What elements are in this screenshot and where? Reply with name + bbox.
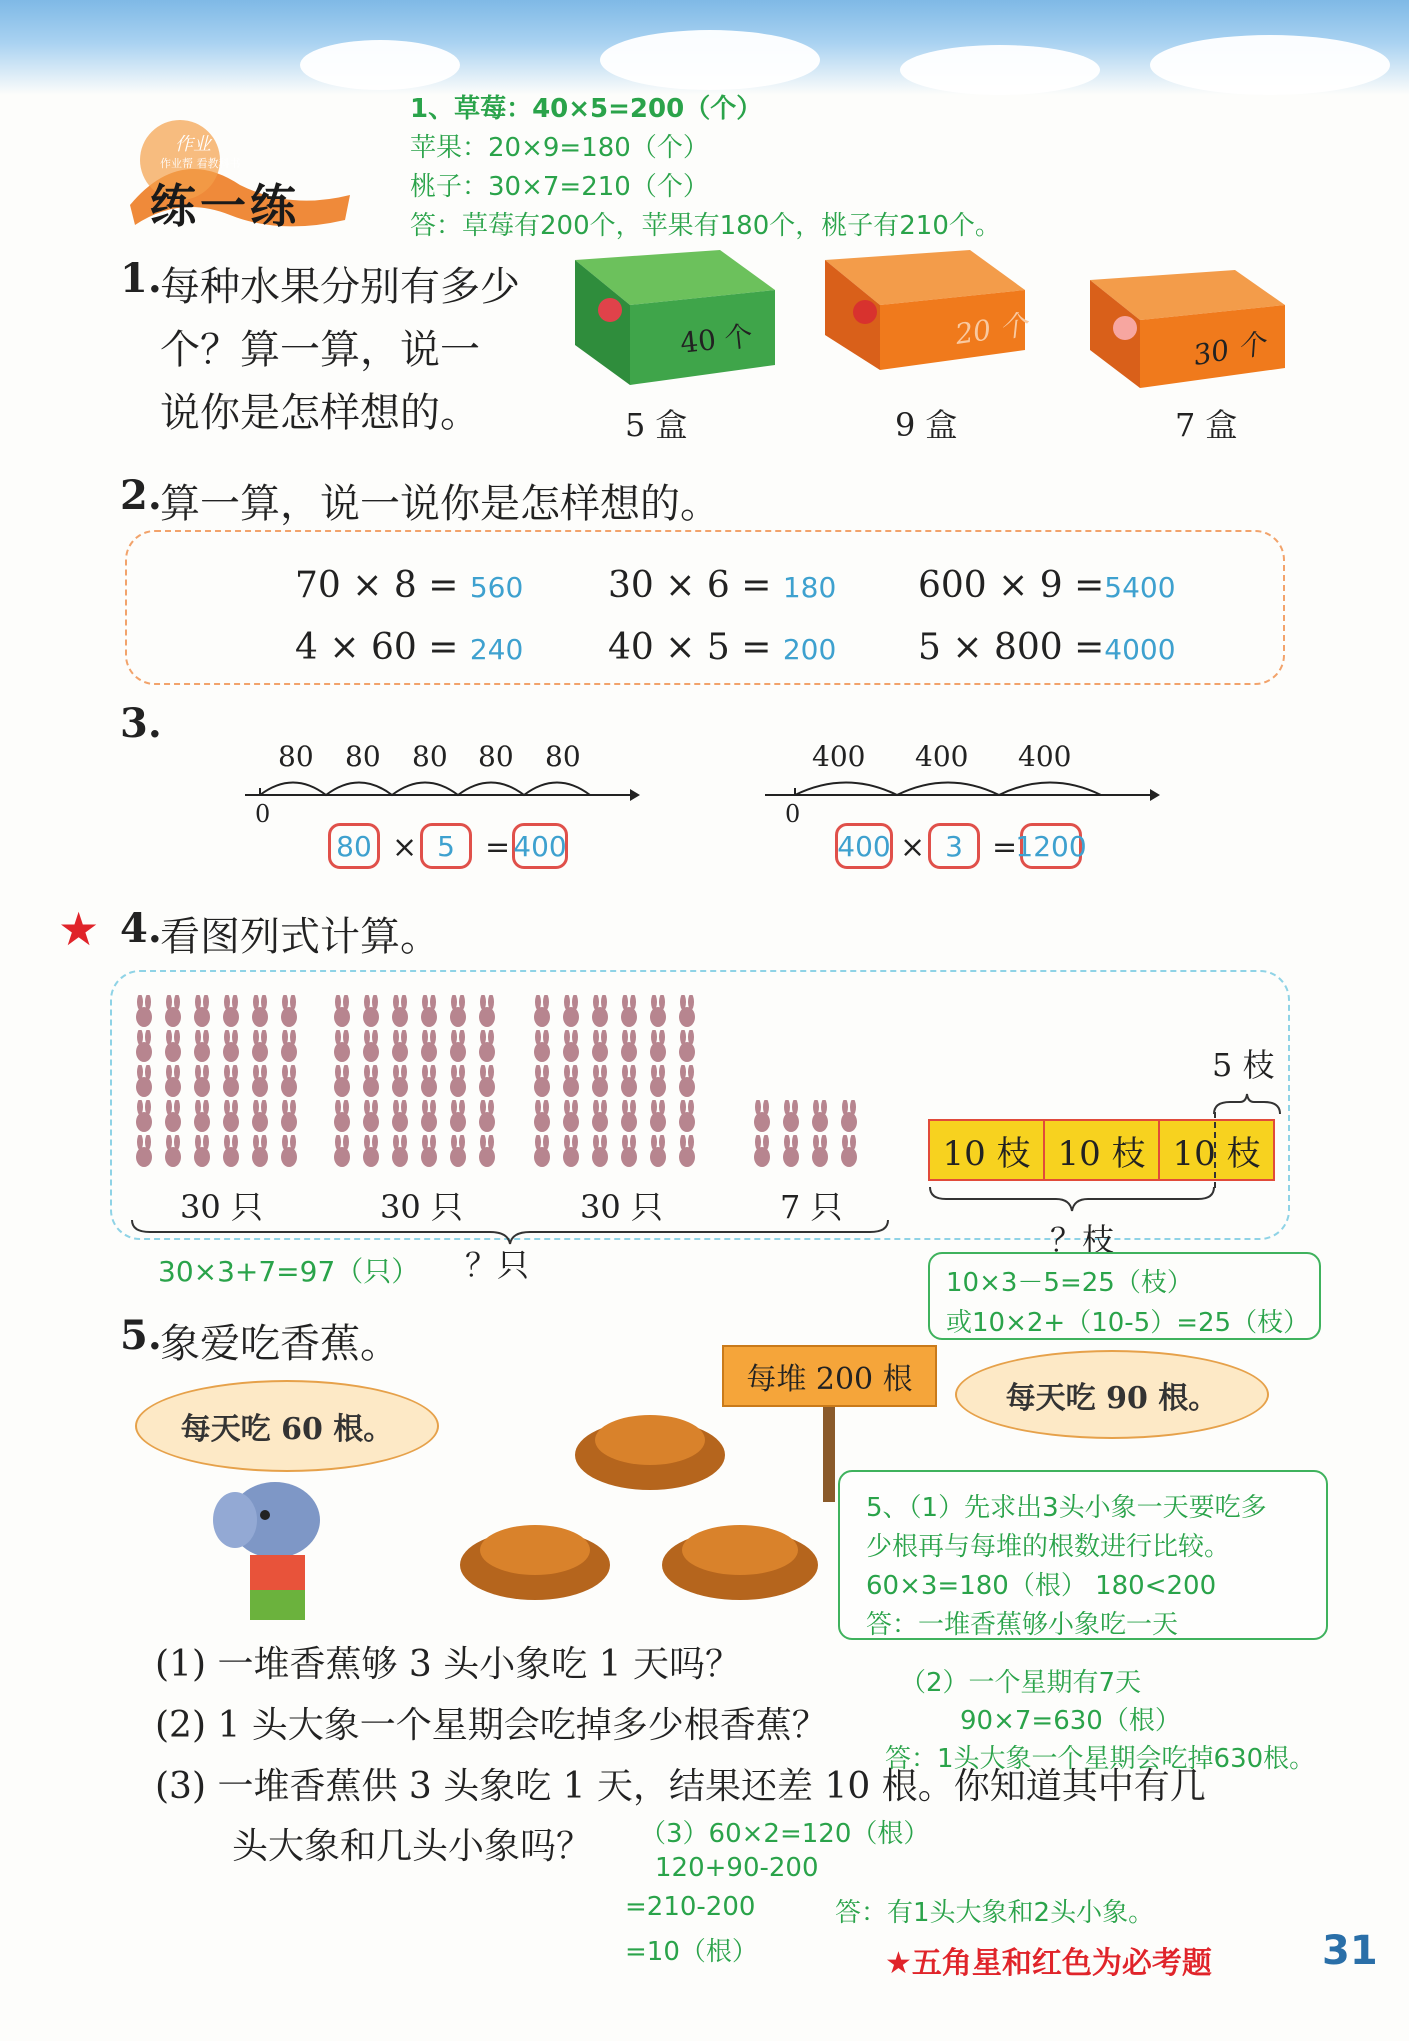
pencil-brace-icon — [928, 1185, 1218, 1215]
q5-sub1: (1) 一堆香蕉够 3 头小象吃 1 天吗？ — [155, 1644, 742, 1685]
answer1-line2: 苹果：20×9=180（个） — [410, 133, 709, 163]
pencil-answer-1: 10×3－5=25（枝） — [946, 1268, 1193, 1298]
q5-answer-line1: 5、（1）先求出3头小象一天要吃多 — [866, 1493, 1267, 1523]
bubble-right: 每天吃 90 根。 — [955, 1350, 1269, 1439]
fruit-box-strawberry — [570, 250, 780, 390]
apple-box-qty: 9 盒 — [895, 406, 958, 444]
q5-ans2b: 90×7=630（根） — [960, 1706, 1181, 1736]
elephant-icon — [195, 1470, 355, 1630]
q2-item-4: 4 × 60 = 240 — [295, 627, 524, 668]
q2-number: 2. — [120, 472, 162, 519]
rabbit-answer: 30×3+7=97（只） — [158, 1255, 420, 1288]
q5-sub3b: 头大象和几头小象吗？ — [232, 1826, 593, 1867]
pencil-answer-2: 或10×2+（10-5）=25（枝） — [946, 1308, 1310, 1338]
left-factor-a: 80 — [328, 823, 380, 869]
q1-line1: 每种水果分别有多少 — [160, 264, 520, 310]
right-factor-b: 3 — [928, 823, 980, 869]
q5-ans3d: =10（根） — [625, 1937, 758, 1967]
peach-box-count: 30 个 — [1190, 326, 1269, 373]
rabbit-group-2 — [328, 995, 503, 1170]
rabbit-count-2: 30 只 — [380, 1188, 463, 1226]
q5-ans2c: 答：1头大象一个星期会吃掉630根。 — [885, 1744, 1316, 1774]
badge-top-text: 作业 — [175, 134, 211, 155]
badge-sub-text: 作业帮 看教科书 — [160, 157, 241, 170]
rabbit-count-3: 30 只 — [580, 1188, 663, 1226]
q2-item-5: 40 × 5 = 200 — [608, 627, 837, 668]
pencil-segment-2: 10 枝 — [1043, 1119, 1160, 1181]
right-jump-2: 400 — [915, 740, 969, 773]
fruit-box-apple — [820, 250, 1030, 390]
q2-item-6: 5 × 800 =4000 — [918, 627, 1176, 668]
q5-answer-line3: 60×3=180（根） 180<200 — [866, 1571, 1217, 1601]
left-jump-2: 80 — [345, 740, 381, 773]
q5-ans3c: =210-200 — [625, 1892, 756, 1922]
rabbit-grid-icon — [528, 995, 703, 1170]
rabbit-grid-icon — [130, 995, 305, 1170]
q5-answer-line2: 少根再与每堆的根数进行比较。 — [866, 1532, 1231, 1562]
q5-sub2: (2) 1 头大象一个星期会吃掉多少根香蕉？ — [155, 1705, 828, 1746]
strawberry-box-count: 40 个 — [678, 319, 755, 360]
q4-text: 看图列式计算。 — [160, 914, 440, 960]
q5-sub3a: (3) 一堆香蕉供 3 头象吃 1 天，结果还差 10 根。你知道其中有几 — [155, 1766, 1206, 1807]
q2-item-2: 30 × 6 = 180 — [608, 565, 837, 606]
q5-ans3a: （3）60×2=120（根） — [640, 1819, 930, 1849]
q4-number: 4. — [120, 905, 162, 952]
sign-post — [823, 1407, 835, 1502]
q5-ans3b: 120+90-200 — [655, 1853, 819, 1883]
sky-banner — [0, 0, 1409, 95]
pencil-segment-3: 10 枝 — [1158, 1119, 1275, 1181]
page-number: 31 — [1322, 1928, 1378, 1974]
extra-brace-icon — [1212, 1092, 1282, 1116]
answer1-line3: 桃子：30×7=210（个） — [410, 172, 709, 202]
answer1-line4: 答：草莓有200个，苹果有180个，桃子有210个。 — [410, 211, 1001, 241]
right-jump-3: 400 — [1018, 740, 1072, 773]
peach-box-qty: 7 盒 — [1175, 406, 1238, 444]
left-result: 400 — [512, 823, 568, 869]
right-eq: = — [992, 830, 1018, 865]
left-times: × — [392, 830, 418, 865]
left-factor-b: 5 — [420, 823, 472, 869]
q2-item-1: 70 × 8 = 560 — [295, 565, 524, 606]
q5-text: 象爱吃香蕉。 — [160, 1321, 400, 1367]
rabbit-count-4: 7 只 — [780, 1188, 843, 1226]
bubble-left: 每天吃 60 根。 — [135, 1380, 439, 1472]
sign-board: 每堆 200 根 — [722, 1345, 937, 1407]
pencil-segment-1: 10 枝 — [928, 1119, 1045, 1181]
page-title: 练一练 — [150, 179, 300, 233]
apple-box-count: 20 个 — [953, 308, 1030, 351]
q4-star-icon: ★ — [58, 902, 100, 956]
rabbit-group-4 — [748, 1100, 864, 1170]
pencil-extra-label: 5 枝 — [1212, 1046, 1275, 1084]
banana-pile-icon — [570, 1395, 730, 1495]
pencil-dash-divider — [1214, 1112, 1216, 1188]
left-jump-4: 80 — [478, 740, 514, 773]
rabbit-group-1 — [130, 995, 305, 1170]
left-eq: = — [485, 830, 511, 865]
q5-number: 5. — [120, 1312, 162, 1359]
strawberry-box-qty: 5 盒 — [625, 406, 688, 444]
q1-line2: 个？算一算，说一 — [160, 327, 480, 373]
left-zero: 0 — [255, 800, 271, 828]
pencil-question: ？枝 — [1050, 1221, 1115, 1259]
q1-line3: 说你是怎样想的。 — [160, 390, 480, 436]
rabbit-count-1: 30 只 — [180, 1188, 263, 1226]
answer1-line1: 1、草莓：40×5=200（个） — [410, 94, 763, 124]
rabbit-group-3 — [528, 995, 703, 1170]
q5-ans3e: 答：有1头大象和2头小象。 — [835, 1898, 1155, 1928]
q1-number: 1. — [120, 255, 162, 302]
rabbit-grid-icon — [328, 995, 503, 1170]
rabbit-grid-icon — [748, 1100, 864, 1170]
banana-pile-icon — [655, 1505, 825, 1605]
rabbit-question: ？只 — [465, 1246, 530, 1284]
q5-answer-line4: 答：一堆香蕉够小象吃一天 — [866, 1610, 1179, 1640]
right-result: 1200 — [1020, 823, 1082, 869]
q5-ans2a: （2）一个星期有7天 — [900, 1668, 1142, 1698]
left-jump-1: 80 — [278, 740, 314, 773]
fruit-box-peach — [1085, 270, 1290, 400]
title-badge — [120, 115, 360, 235]
footer-note: ★五角星和红色为必考题 — [885, 1946, 1212, 1981]
banana-pile-icon — [455, 1505, 615, 1605]
right-factor-a: 400 — [835, 823, 893, 869]
left-jump-5: 80 — [545, 740, 581, 773]
right-jump-1: 400 — [812, 740, 866, 773]
right-zero: 0 — [785, 800, 801, 828]
q2-item-3: 600 × 9 =5400 — [918, 565, 1176, 606]
q3-number: 3. — [120, 700, 162, 747]
right-times: × — [900, 830, 926, 865]
q2-text: 算一算，说一说你是怎样想的。 — [160, 481, 720, 527]
left-jump-3: 80 — [412, 740, 448, 773]
